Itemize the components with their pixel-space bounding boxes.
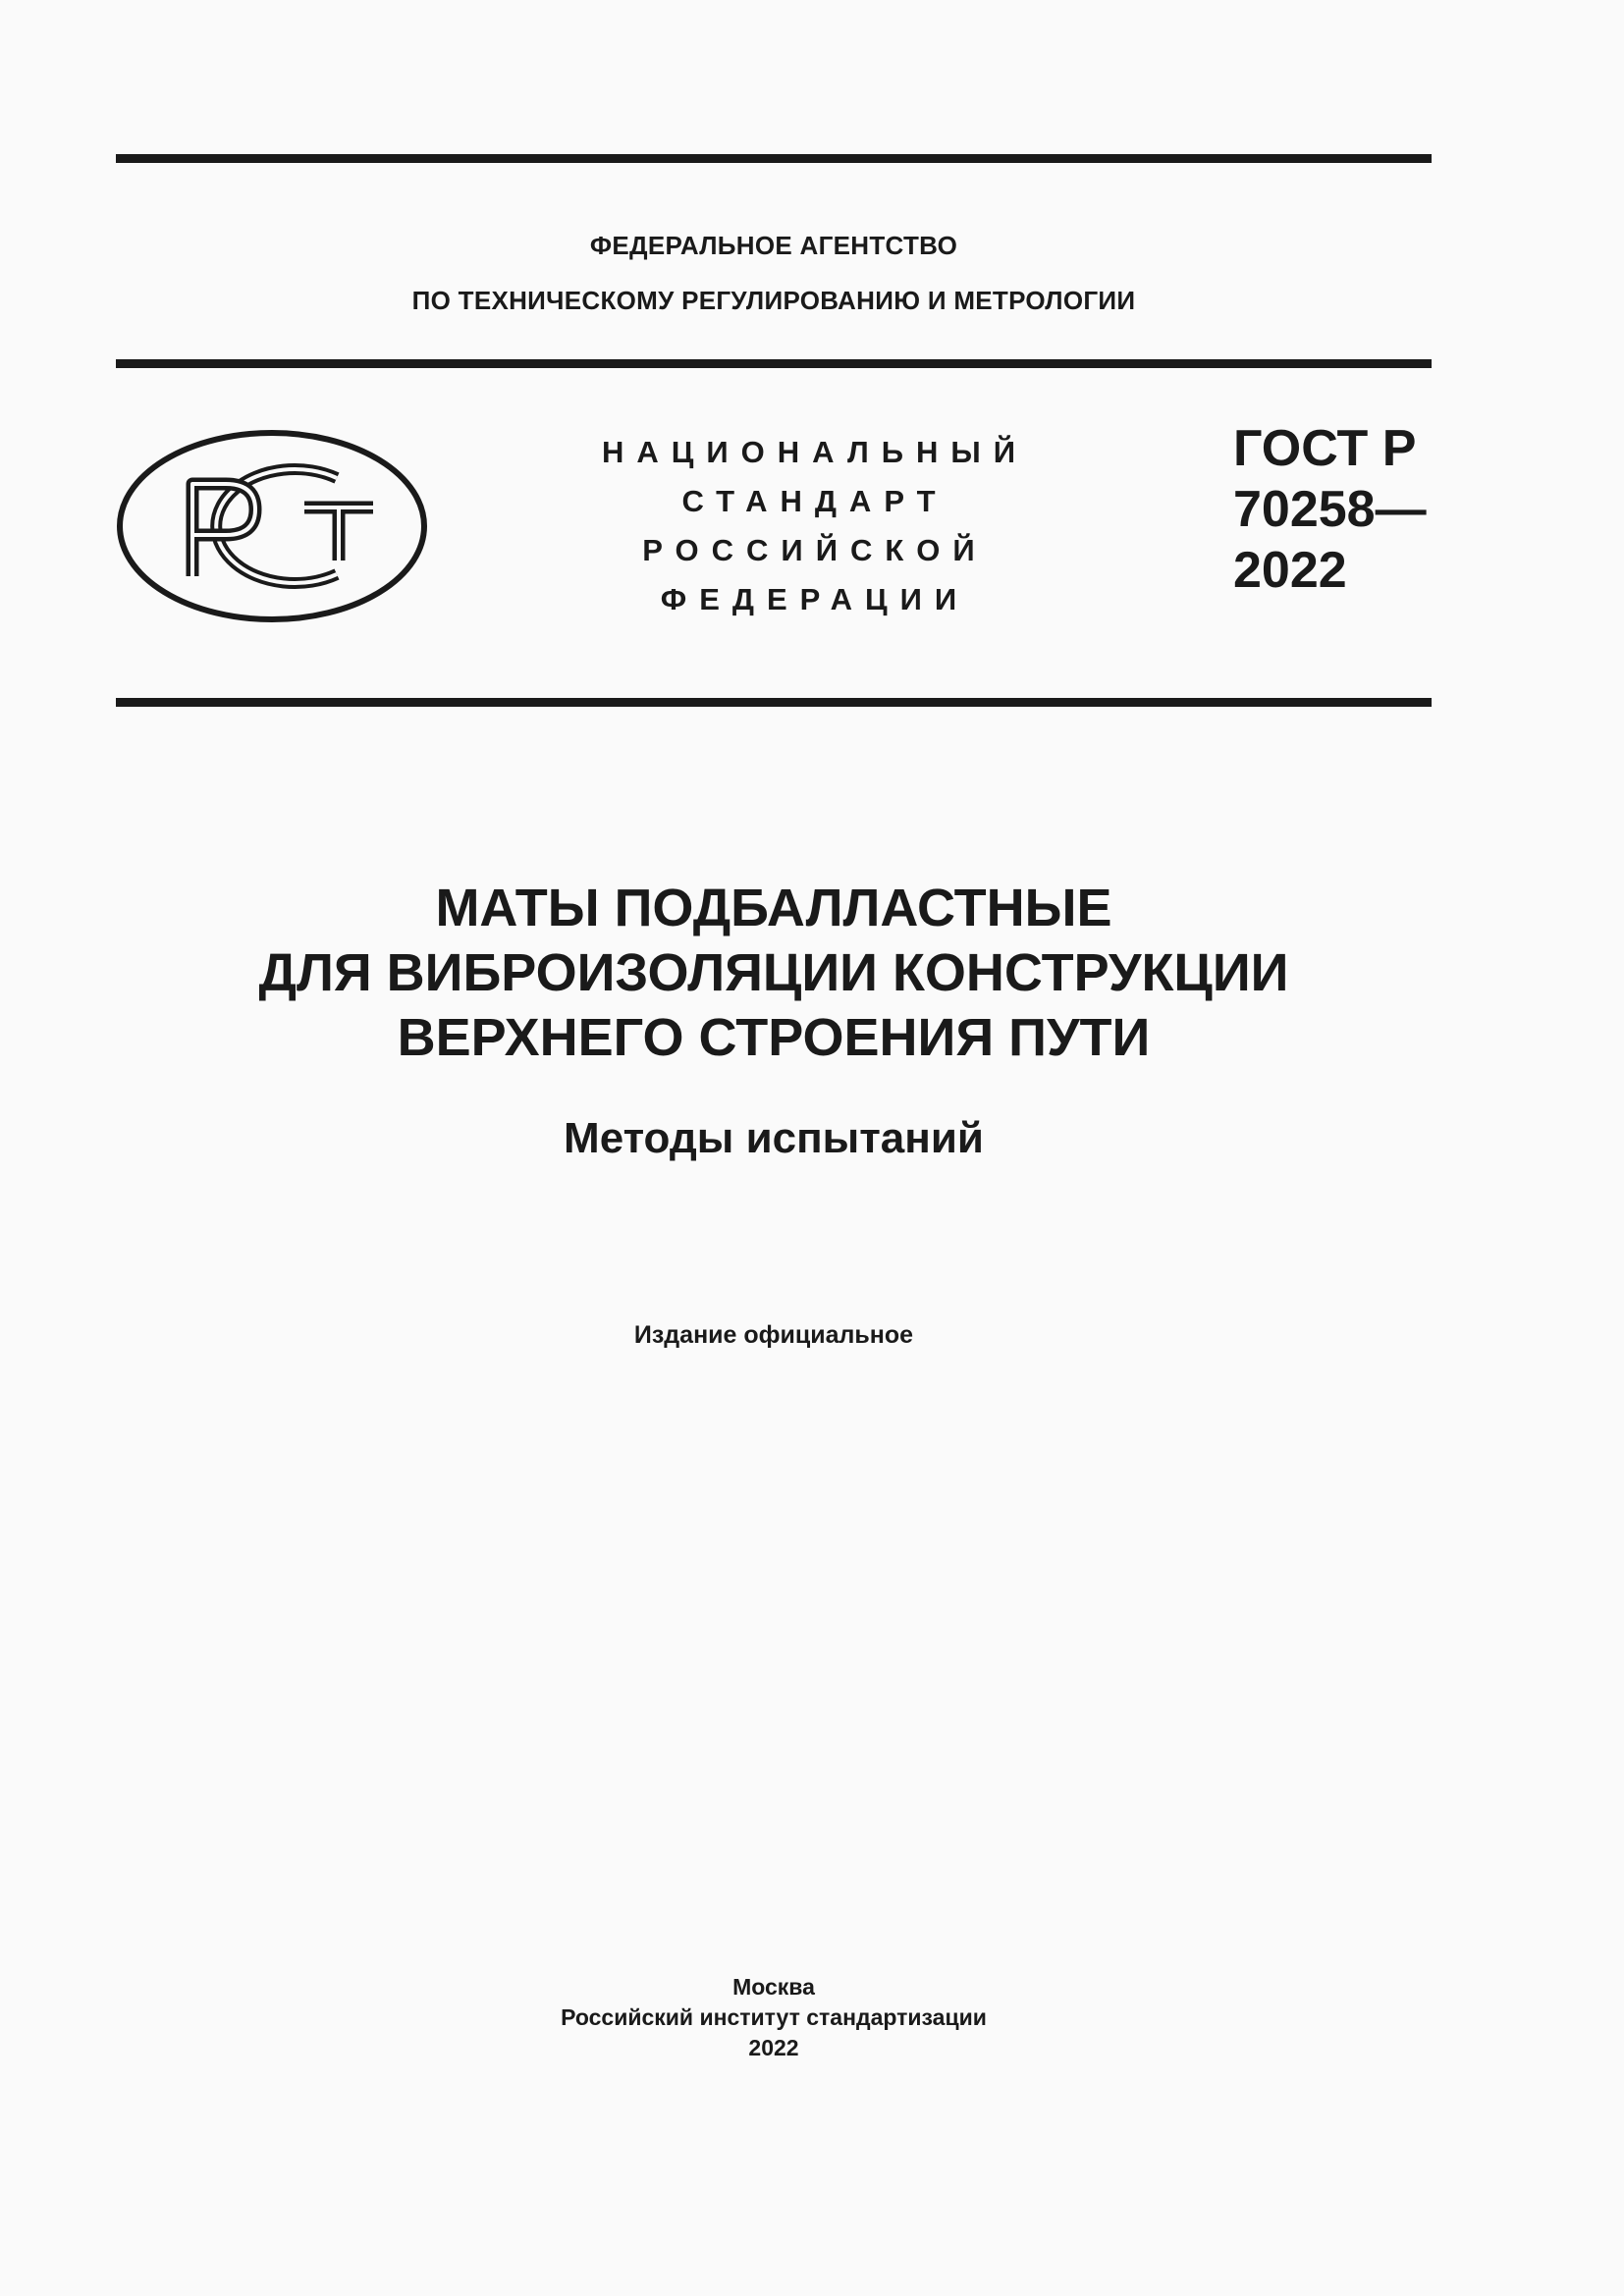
agency-line-1: ФЕДЕРАЛЬНОЕ АГЕНТСТВО: [589, 231, 958, 260]
title-line-2: ДЛЯ ВИБРОИЗОЛЯЦИИ КОНСТРУКЦИИ: [258, 943, 1289, 1002]
imprint: [116, 1972, 1432, 2063]
designation-line-2: 70258—: [1233, 481, 1427, 538]
imprint-publisher: Российский институт стандартизации: [561, 2004, 987, 2030]
document-title: [116, 876, 1432, 1070]
edition-note: Издание официальное: [633, 1321, 914, 1349]
designation-line-1: ГОСТ Р: [1233, 420, 1417, 477]
document-subtitle: Методы испытаний: [564, 1114, 984, 1162]
designation-line-3: 2022: [1233, 542, 1347, 599]
standard-type-line-4: ФЕДЕРАЦИИ: [660, 582, 970, 616]
agency-line-2: ПО ТЕХНИЧЕСКОМУ РЕГУЛИРОВАНИЮ И МЕТРОЛОГИИ: [411, 286, 1136, 315]
middle-rule: [116, 359, 1432, 368]
imprint-year: 2022: [748, 2035, 799, 2060]
standard-designation: [1233, 418, 1427, 601]
title-line-1: МАТЫ ПОДБАЛЛАСТНЫЕ: [435, 879, 1112, 937]
standard-type-line-1: НАЦИОНАЛЬНЫЙ: [601, 435, 1029, 469]
standard-type: [550, 428, 1080, 624]
bottom-rule: [116, 698, 1432, 707]
title-line-3: ВЕРХНЕГО СТРОЕНИЯ ПУТИ: [397, 1008, 1151, 1067]
top-rule: [116, 154, 1432, 163]
imprint-city: Москва: [732, 1974, 815, 2000]
standard-type-line-2: СТАНДАРТ: [681, 484, 948, 518]
standard-type-line-3: РОССИЙСКОЙ: [642, 533, 988, 567]
agency-header: [116, 218, 1432, 328]
rst-emblem-icon: [116, 429, 428, 623]
